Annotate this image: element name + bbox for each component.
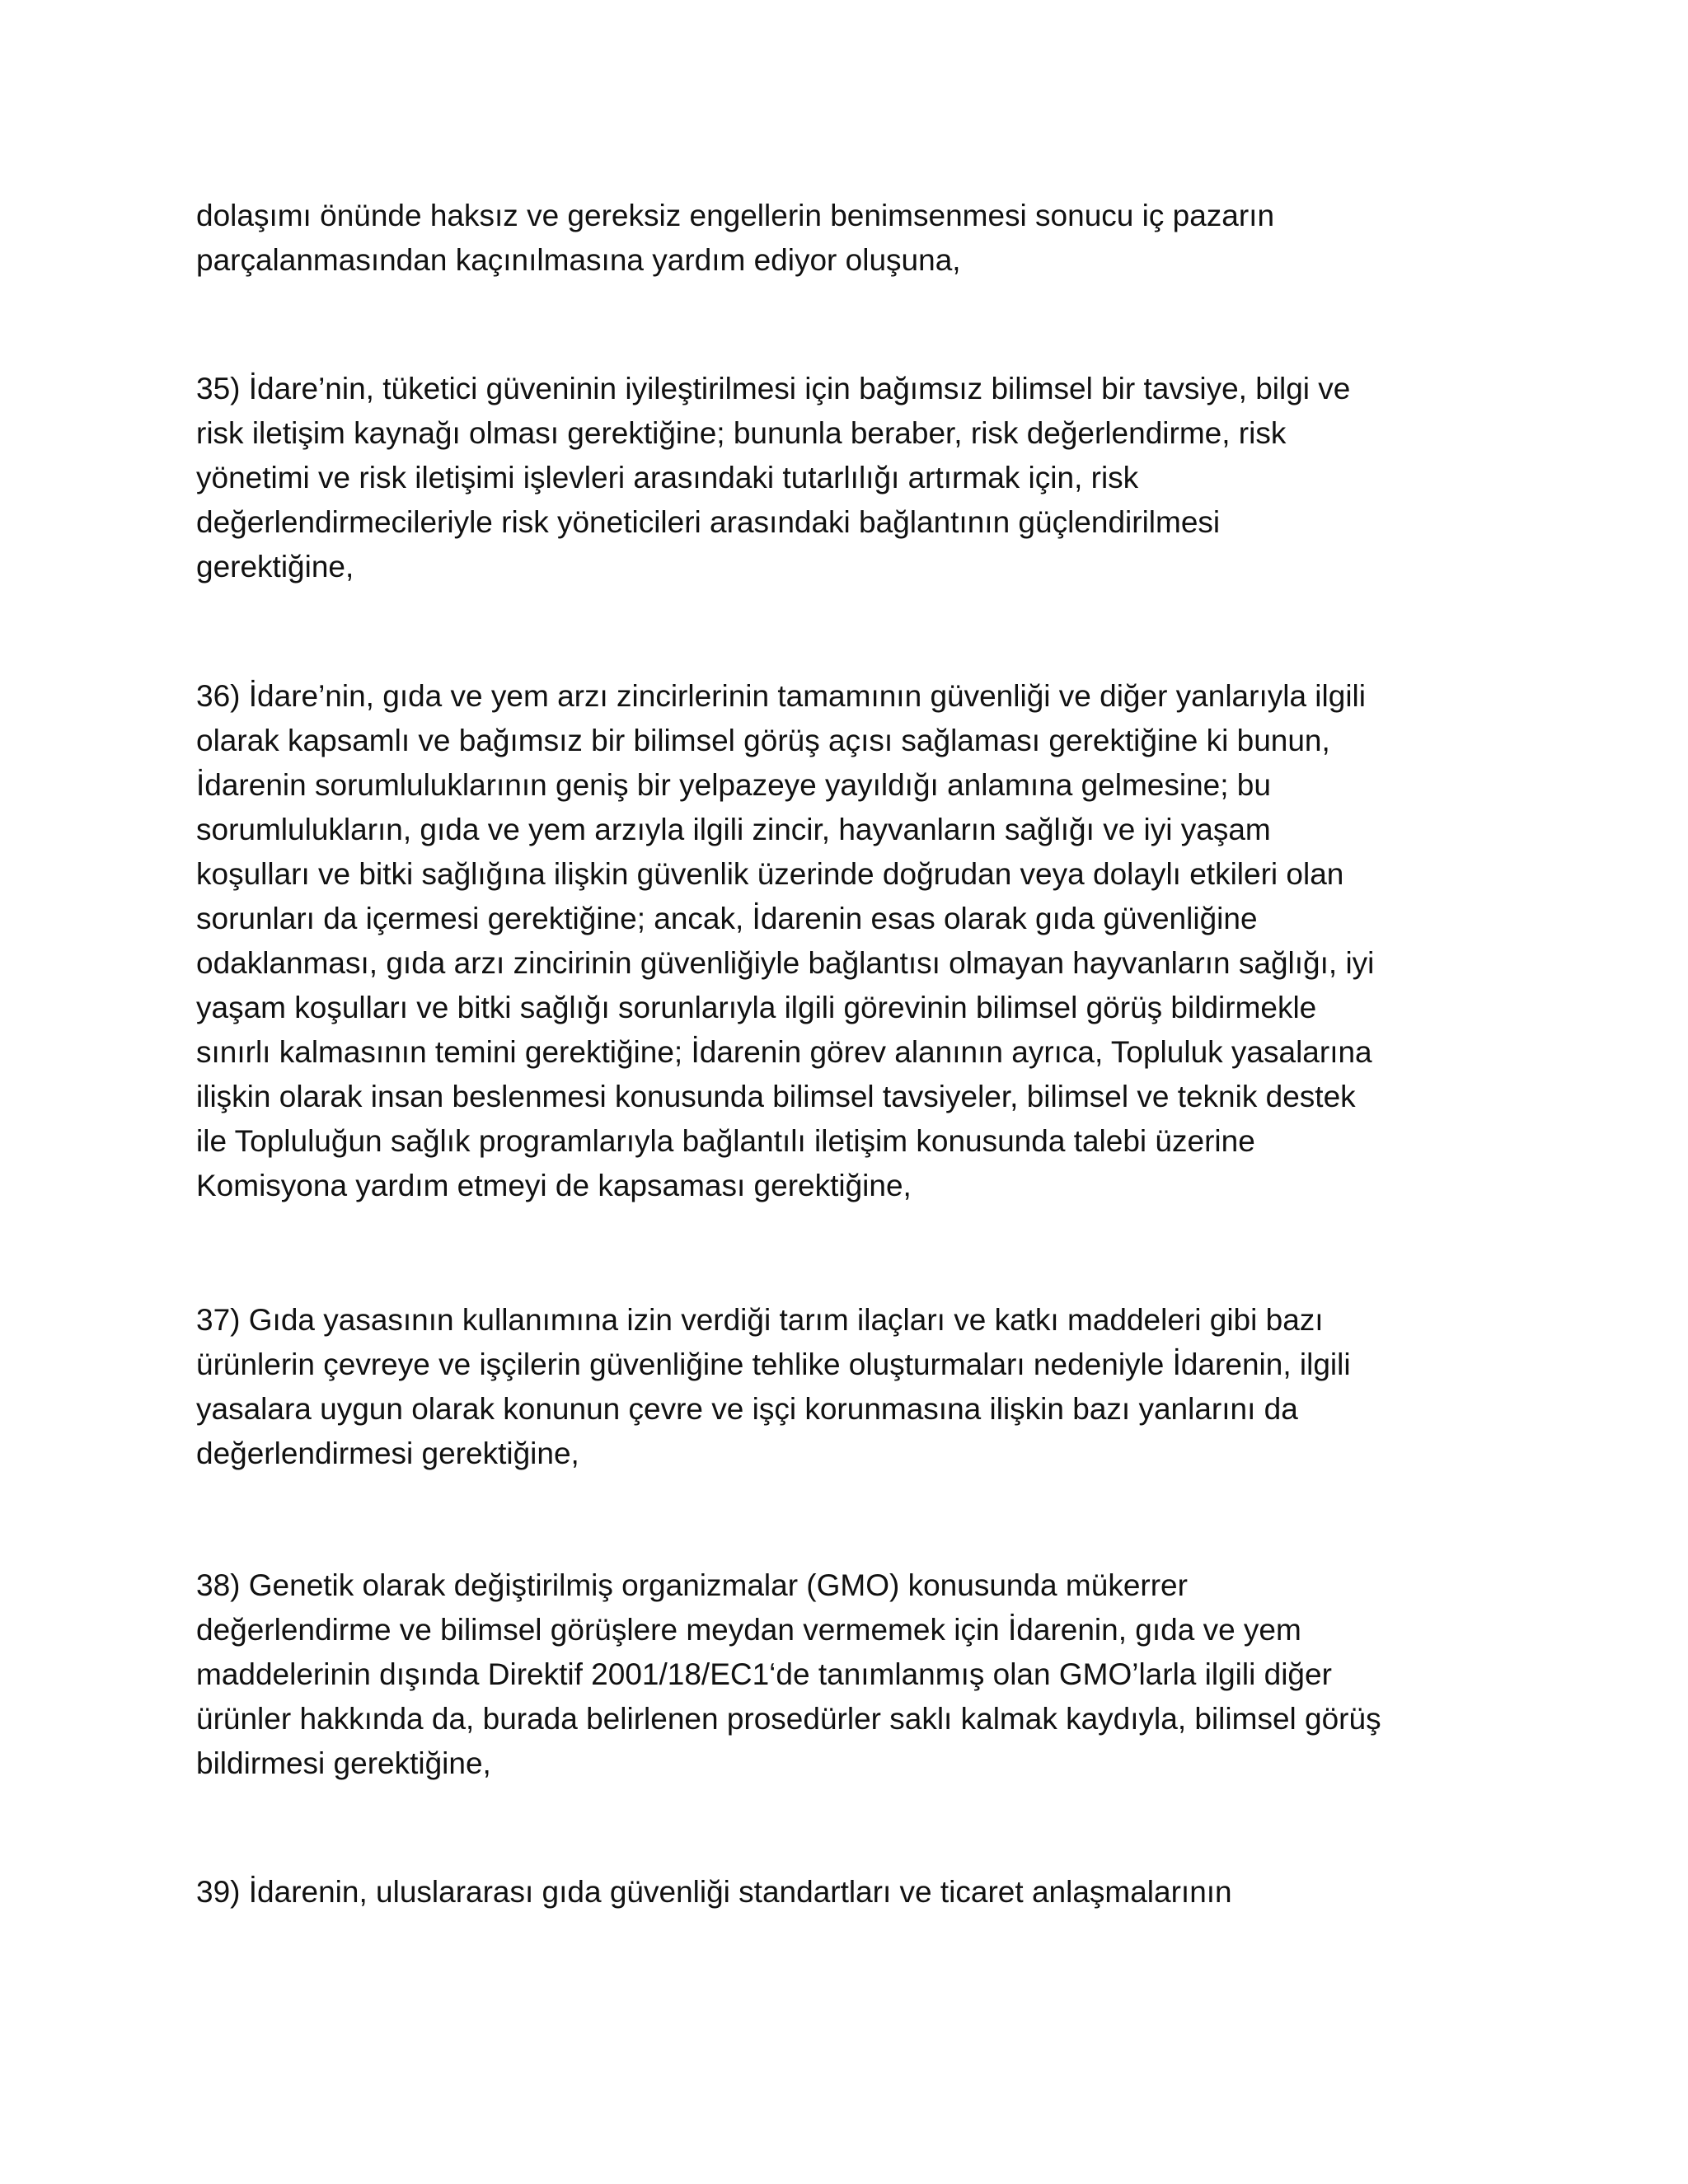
text-line: 37) Gıda yasasının kullanımına izin verdiği tarım ilaçları ve katkı maddeleri gibi bazı [196, 1303, 1324, 1337]
text-line: sınırlı kalmasının temini gerektiğine; İdarenin görev alanının ayrıca, Topluluk yasalarına [196, 1035, 1372, 1069]
text-line: dolaşımı önünde haksız ve gereksiz engellerin benimsenmesi sonucu iç pazarın [196, 199, 1275, 232]
text-line: sorunları da içermesi gerektiğine; ancak, İdarenin esas olarak gıda güvenliğine [196, 902, 1258, 935]
text-line: yasalara uygun olarak konunun çevre ve işçi korunmasına ilişkin bazı yanlarını da [196, 1392, 1298, 1426]
text-line: ürünler hakkında da, burada belirlenen prosedürler saklı kalmak kaydıyla, bilimsel görüş [196, 1702, 1381, 1736]
text-line: Komisyona yardım etmeyi de kapsaması gerektiğine, [196, 1169, 912, 1202]
text-line: parçalanmasından kaçınılmasına yardım ediyor oluşuna, [196, 243, 961, 277]
text-line: 36) İdare’nin, gıda ve yem arzı zincirlerinin tamamının güvenliği ve diğer yanlarıyla ilgili [196, 679, 1366, 713]
text-line: değerlendirmecileriyle risk yöneticileri arasındaki bağlantının güçlendirilmesi [196, 505, 1221, 539]
text-line: risk iletişim kaynağı olması gerektiğine; bununla beraber, risk değerlendirme, risk [196, 416, 1287, 450]
text-line: yaşam koşulları ve bitki sağlığı sorunlarıyla ilgili görevinin bilimsel görüş bildirmekle [196, 991, 1317, 1024]
text-line: koşulları ve bitki sağlığına ilişkin güvenlik üzerinde doğrudan veya dolaylı etkileri olan [196, 857, 1344, 891]
text-line: değerlendirmesi gerektiğine, [196, 1436, 579, 1470]
text-line: değerlendirme ve bilimsel görüşlere meydan vermemek için İdarenin, gıda ve yem [196, 1613, 1301, 1647]
text-line: ilişkin olarak insan beslenmesi konusunda bilimsel tavsiyeler, bilimsel ve teknik destek [196, 1080, 1356, 1113]
text-line: ile Topluluğun sağlık programlarıyla bağlantılı iletişim konusunda talebi üzerine [196, 1124, 1255, 1158]
text-line: 39) İdarenin, uluslararası gıda güvenliği standartları ve ticaret anlaşmalarının [196, 1875, 1232, 1909]
text-line: odaklanması, gıda arzı zincirinin güvenliğiyle bağlantısı olmayan hayvanların sağlığı, iyi [196, 946, 1375, 980]
text-line: İdarenin sorumluluklarının geniş bir yelpazeye yayıldığı anlamına gelmesine; bu [196, 768, 1271, 802]
text-line: sorumlulukların, gıda ve yem arzıyla ilgili zincir, hayvanların sağlığı ve iyi yaşam [196, 813, 1271, 846]
text-line: yönetimi ve risk iletişimi işlevleri arasındaki tutarlılığı artırmak için, risk [196, 461, 1139, 494]
text-line: bildirmesi gerektiğine, [196, 1746, 491, 1780]
text-line: 35) İdare’nin, tüketici güveninin iyileştirilmesi için bağımsız bilimsel bir tavsiye, bilgi ve [196, 372, 1351, 405]
text-line: ürünlerin çevreye ve işçilerin güvenliğine tehlike oluşturmaları nedeniyle İdarenin, ilgili [196, 1347, 1351, 1381]
text-line: gerektiğine, [196, 550, 354, 583]
text-line: maddelerinin dışında Direktif 2001/18/EC1‘de tanımlanmış olan GMO’larla ilgili diğer [196, 1657, 1332, 1691]
text-line: olarak kapsamlı ve bağımsız bir bilimsel görüş açısı sağlaması gerektiğine ki bunun, [196, 724, 1330, 757]
text-line: 38) Genetik olarak değiştirilmiş organizmalar (GMO) konusunda mükerrer [196, 1568, 1188, 1602]
